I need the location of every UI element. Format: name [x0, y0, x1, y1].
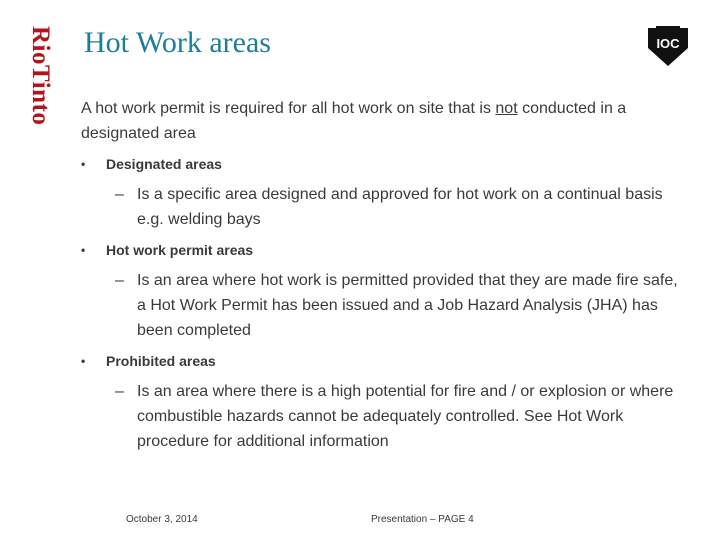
logo-text: IOC: [656, 36, 680, 51]
section-text-label: Is a specific area designed and approved for hot work on a continual basis e.g. welding bays: [137, 186, 663, 228]
section-heading-prohibited: [81, 351, 691, 371]
intro-underlined: not: [495, 100, 518, 117]
footer-date: October 3, 2014: [126, 514, 198, 525]
section-text-label: Is an area where there is a high potential for fire and / or explosion or where combustible hazards cannot be adequately controlled. See Hot Work procedure for additional information: [137, 383, 674, 450]
riotinto-brand: RioTinto: [27, 26, 54, 126]
page-title: Hot Work areas: [84, 26, 271, 59]
slide-content: [81, 96, 691, 462]
intro-text: [81, 96, 691, 146]
dash-marker: –: [115, 383, 124, 400]
ioc-logo-icon: [646, 24, 690, 68]
bullet-dot: •: [81, 243, 86, 257]
intro-after: conducted in a designated area: [81, 100, 627, 142]
section-text-designated: [81, 182, 691, 232]
section-heading-label: Hot work permit areas: [106, 242, 254, 258]
section-text-permit: [81, 268, 691, 343]
bullet-dot: •: [81, 354, 86, 368]
dash-marker: –: [115, 272, 124, 289]
section-text-label: Is an area where hot work is permitted provided that they are made fire safe, a Hot Work Permit has been issued and a Job Hazard Analysis (JHA) has been completed: [137, 272, 678, 339]
section-heading-designated: [81, 154, 691, 174]
section-heading-permit: [81, 240, 691, 260]
section-text-prohibited: [81, 379, 691, 454]
section-heading-label: Prohibited areas: [106, 353, 216, 369]
bullet-dot: •: [81, 157, 86, 171]
dash-marker: –: [115, 186, 124, 203]
section-heading-label: Designated areas: [106, 156, 222, 172]
intro-before: A hot work permit is required for all hot work on site that is: [81, 100, 496, 117]
footer-page-number: Presentation – PAGE 4: [371, 514, 474, 525]
